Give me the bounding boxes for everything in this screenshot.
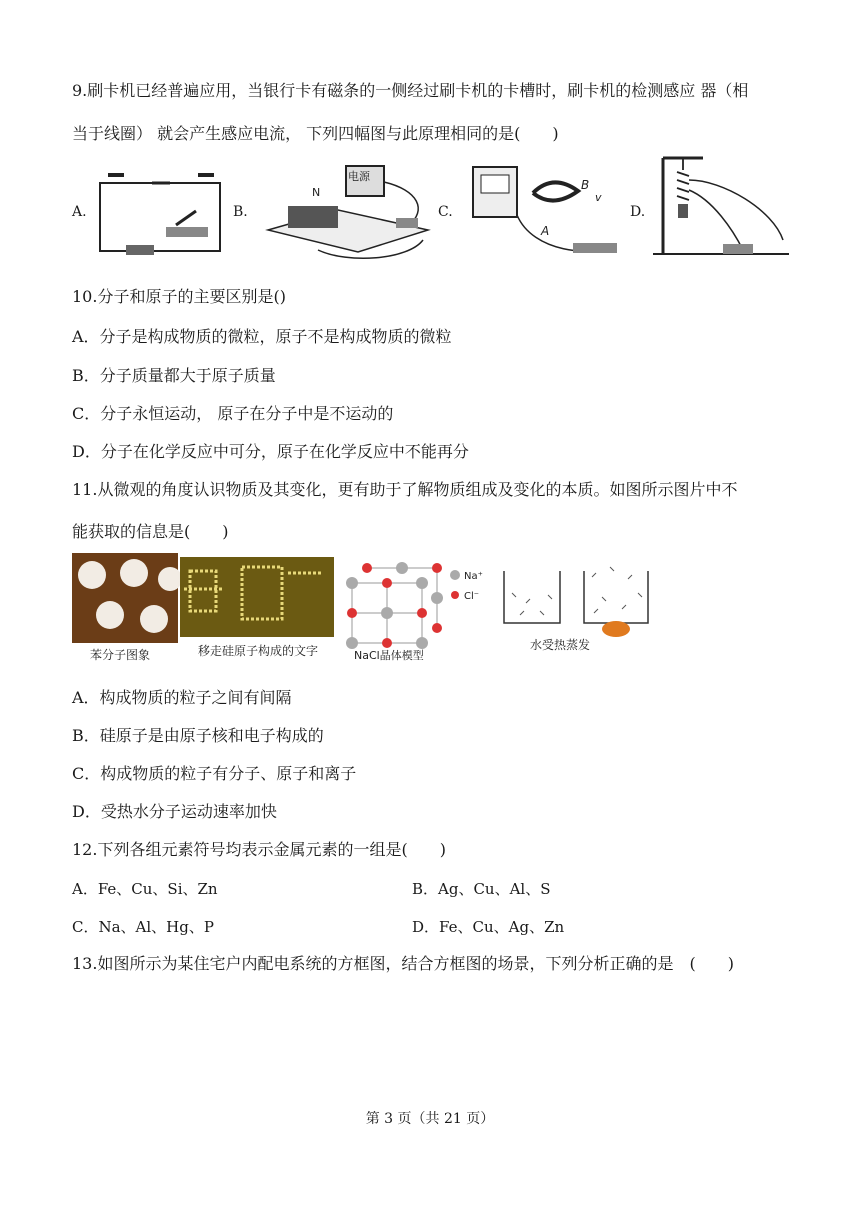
q9-figure-c-label-b: B [581, 178, 590, 192]
q10-stem: 10.分子和原子的主要区别是() [72, 287, 286, 306]
q11-caption-nacl: NaCl晶体模型 [354, 649, 424, 662]
q9-option-b-label: B. [233, 204, 248, 220]
q10-option-b: B．分子质量都大于原子质量 [72, 366, 276, 385]
q11-stem-line1: 11.从微观的角度认识物质及其变化，更有助于了解物质组成及变化的本质。如图所示图片中不 [72, 480, 738, 499]
q9-figure-a-electromagnet-circuit [96, 163, 226, 263]
q9-option-d-label: D. [630, 204, 646, 220]
q11-option-c: C．构成物质的粒子有分子、原子和离子 [72, 764, 357, 783]
q11-ion-na-label: Na⁺ [464, 571, 483, 582]
q9-figure-c-galvanometer-generator [463, 153, 623, 265]
q10-option-d: D．分子在化学反应中可分，原子在化学反应中不能再分 [72, 442, 469, 461]
q9-stem-line2: 当于线圈） 就会产生感应电流， 下列四幅图与此原理相同的是( ) [72, 124, 559, 143]
q11-caption-water: 水受热蒸发 [530, 638, 591, 652]
q11-caption-benzene: 苯分子图象 [90, 648, 151, 662]
q9-figure-b-pole-label: N [312, 186, 321, 199]
page-footer: 第 3 页（共 21 页） [365, 1111, 495, 1127]
q9-figure-b-motor-with-power [258, 160, 438, 265]
q9-option-a-label: A. [72, 204, 87, 220]
q9-option-c-label: C. [438, 204, 453, 220]
q9-figure-c-label-v: v [595, 191, 602, 204]
q9-figure-c-label-a: A [541, 224, 550, 238]
q12-option-c: C．Na、Al、Hg、P [72, 918, 214, 936]
q11-option-b: B．硅原子是由原子核和电子构成的 [72, 726, 324, 745]
q9-stem-line1: 9.刷卡机已经普遍应用，当银行卡有磁条的一侧经过刷卡机的卡槽时，刷卡机的检测感应 器（相 [72, 81, 749, 100]
q11-ion-cl-label: Cl⁻ [464, 591, 480, 602]
q11-stem-line2: 能获取的信息是( ) [72, 522, 229, 541]
q10-option-c: C．分子永恒运动， 原子在分子中是不运动的 [72, 404, 394, 423]
q11-option-d: D．受热水分子运动速率加快 [72, 802, 277, 821]
q11-nacl-lattice [346, 562, 443, 649]
q12-option-b: B．Ag、Cu、Al、S [412, 880, 551, 898]
q9-figure-b-power-label: 电源 [348, 170, 370, 183]
q11-caption-silicon: 移走硅原子构成的文字 [198, 644, 319, 658]
q11-figure-strip [72, 553, 660, 665]
q10-option-a: A．分子是构成物质的微粒，原子不是构成物质的微粒 [72, 327, 452, 346]
q13-stem: 13.如图所示为某住宅户内配电系统的方框图，结合方框图的场景，下列分析正确的是 ( ) [72, 954, 734, 973]
q12-stem: 12.下列各组元素符号均表示金属元素的一组是( ) [72, 840, 446, 859]
q9-figure-d-suspended-coil [653, 150, 793, 265]
q11-option-a: A．构成物质的粒子之间有间隔 [72, 688, 292, 707]
q12-option-a: A．Fe、Cu、Si、Zn [72, 880, 218, 898]
q12-option-d: D．Fe、Cu、Ag、Zn [412, 918, 565, 936]
